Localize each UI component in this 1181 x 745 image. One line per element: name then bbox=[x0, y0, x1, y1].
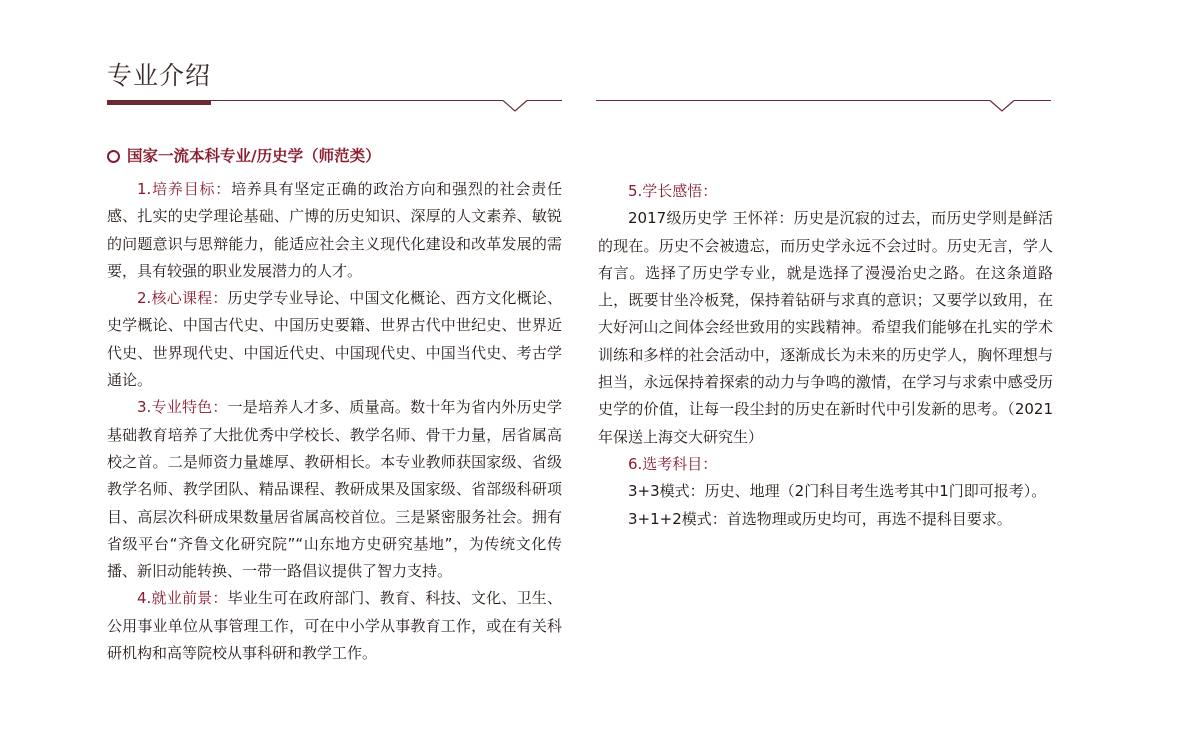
section-divider-left bbox=[107, 92, 563, 112]
page-title: 专业介绍 bbox=[107, 61, 212, 90]
section-label-subjects: 6.选考科目： bbox=[628, 454, 718, 473]
section-text: 历史学专业导论、中国文化概论、西方文化概论、史学概论、中国古代史、中国历史要籍、世界古代中世纪史、世界近代史、世界现代史、中国近代史、中国现代史、中国当代史、考古学通论。 bbox=[107, 289, 562, 390]
section-label: 3.专业特色： bbox=[137, 398, 228, 417]
section-label: 1.培养目标： bbox=[137, 180, 232, 198]
section-text: 一是培养人才多、质量高。数十年为省内外历史学基础教育培养了大批优秀中学校长、教学名师、骨干力量，居省属高校之首。二是师资力量雄厚、教研相长。本专业教师获国家级、省级教学名师、教学团队、精品课程、教研成果及国家级、省部级科研项目、高层次科研成果数量居省属高校首位。三是紧密服务社会。拥有省级平台“齐鲁文化研究院”“山东地方史研究基地”，为传统文化传播、新旧动能转换、一带一路倡议提供了智力支持。 bbox=[107, 398, 562, 581]
section-training-goal bbox=[107, 176, 562, 285]
section-divider-right bbox=[596, 92, 1052, 112]
section-label-senior-thoughts: 5.学长感悟： bbox=[628, 182, 718, 200]
section-label: 4.就业前景： bbox=[137, 589, 228, 608]
section-core-courses bbox=[107, 285, 562, 394]
right-column bbox=[598, 178, 1053, 533]
major-heading bbox=[107, 143, 562, 170]
section-employment bbox=[107, 585, 562, 667]
left-column bbox=[107, 143, 562, 667]
circle-bullet-icon bbox=[107, 150, 120, 163]
section-text: 培养具有坚定正确的政治方向和强烈的社会责任感、扎实的史学理论基础、广博的历史知识、深厚的人文素养、敏锐的问题意识与思辩能力，能适应社会主义现代化建设和改革发展的需要，具有较强的职业发展潜力的人才。 bbox=[107, 180, 562, 280]
section-features bbox=[107, 394, 562, 585]
major-heading-text: 国家一流本科专业/历史学（师范类） bbox=[127, 146, 381, 165]
subject-mode-3-1-2: 3+1+2模式：首选物理或历史均可，再选不提科目要求。 bbox=[628, 509, 1012, 528]
subject-mode-3-3: 3+3模式：历史、地理（2门科目考生选考其中1门即可报考）。 bbox=[628, 482, 1047, 501]
section-label: 2.核心课程： bbox=[137, 289, 228, 308]
section-text: 毕业生可在政府部门、教育、科技、文化、卫生、公用事业单位从事管理工作，可在中小学从事教育工作，或在有关科研机构和高等院校从事科研和教学工作。 bbox=[107, 589, 562, 663]
senior-thoughts-text: 2017级历史学 王怀祥：历史是沉寂的过去，而历史学则是鲜活的现在。历史不会被遗忘，而历史学永远不会过时。历史无言，学人有言。选择了历史学专业，就是选择了漫漫治史之路。在这条道路上，既要甘坐冷板凳，保持着钻研与求真的意识；又要学以致用，在大好河山之间体会经世致用的实践精神。希望我们能够在扎实的学术训练和多样的社会活动中，逐渐成长为未来的历史学人，胸怀理想与担当，永远保持着探索的动力与争鸣的激情，在学习与求索中感受历史学的价值，让每一段尘封的历史在新时代中引发新的思考。（2021年保送上海交大研究生） bbox=[598, 209, 1053, 446]
